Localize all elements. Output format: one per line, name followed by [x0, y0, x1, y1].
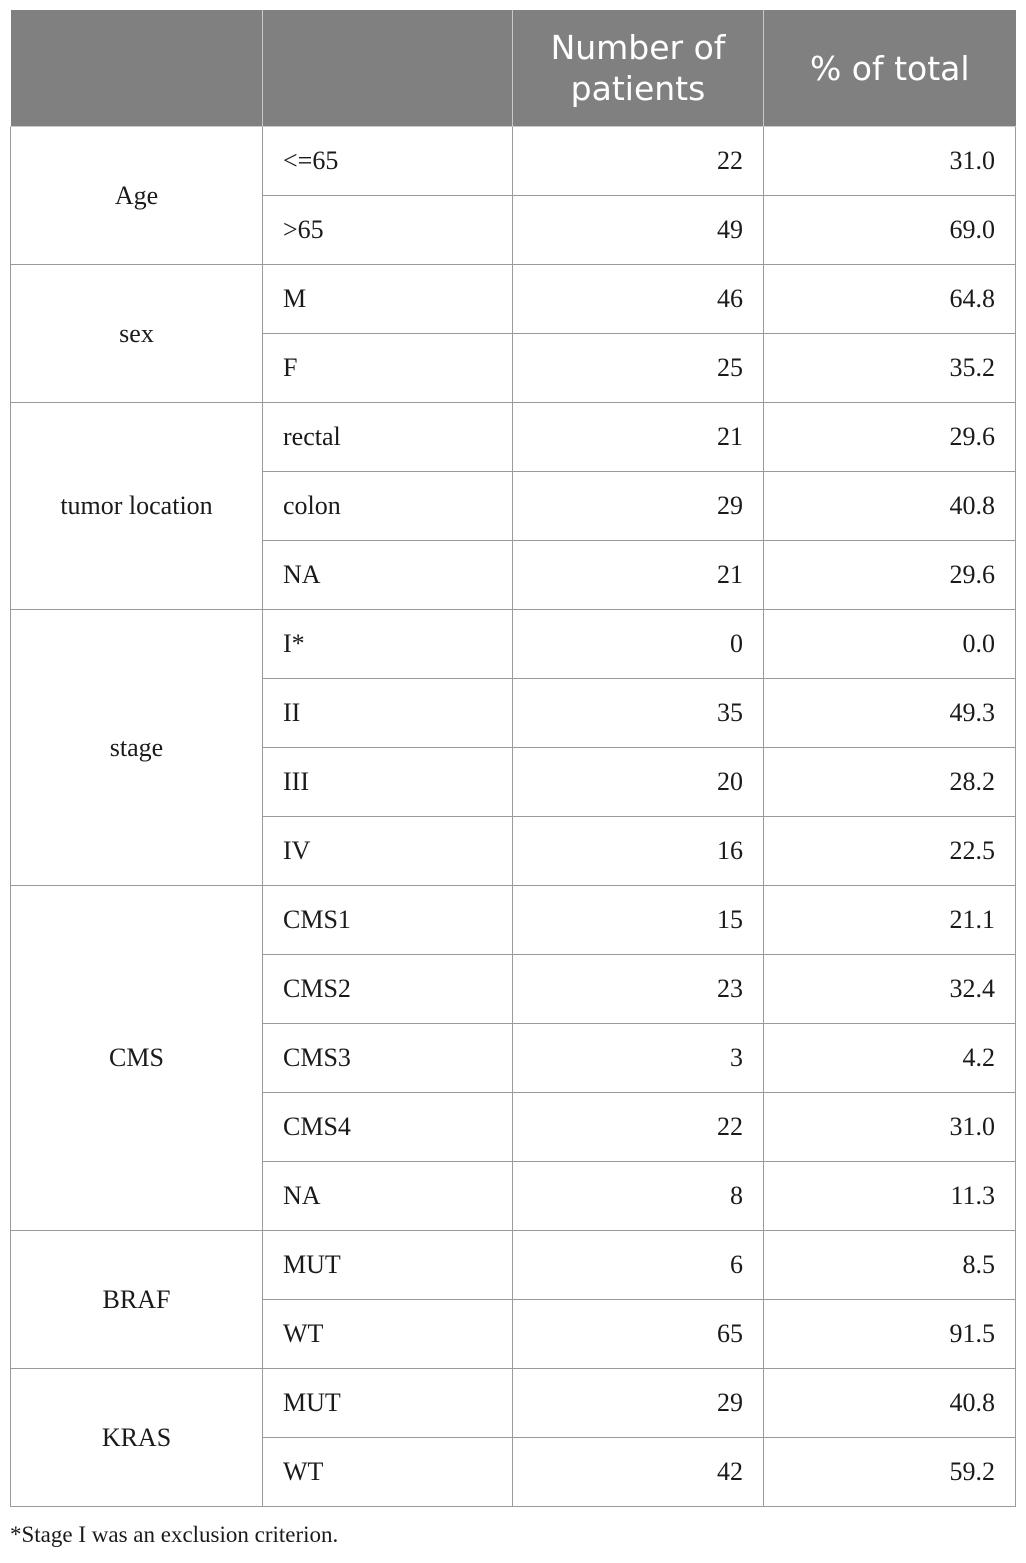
percent-cell: 59.2 [764, 1438, 1016, 1507]
percent-cell: 8.5 [764, 1231, 1016, 1300]
patient-count-cell: 49 [513, 196, 764, 265]
percent-cell: 69.0 [764, 196, 1016, 265]
table-row [11, 886, 1016, 955]
patient-count-cell: 42 [513, 1438, 764, 1507]
patient-count-cell: 8 [513, 1162, 764, 1231]
percent-cell: 4.2 [764, 1024, 1016, 1093]
patient-count-cell: 3 [513, 1024, 764, 1093]
percent-cell: 40.8 [764, 1369, 1016, 1438]
table-row [11, 127, 1016, 196]
category-cell: NA [263, 1162, 513, 1231]
group-label-cell: Age [11, 127, 263, 265]
patient-count-cell: 21 [513, 403, 764, 472]
percent-cell: 21.1 [764, 886, 1016, 955]
category-cell: CMS1 [263, 886, 513, 955]
category-cell: CMS3 [263, 1024, 513, 1093]
patient-count-cell: 6 [513, 1231, 764, 1300]
category-cell: IV [263, 817, 513, 886]
group-label-cell: sex [11, 265, 263, 403]
patient-count-cell: 20 [513, 748, 764, 817]
category-cell: F [263, 334, 513, 403]
category-cell: NA [263, 541, 513, 610]
header-number-of-patients-text: Number of patients [550, 28, 726, 108]
header-number-of-patients [513, 10, 764, 127]
category-cell: CMS2 [263, 955, 513, 1024]
category-cell: colon [263, 472, 513, 541]
category-cell: <=65 [263, 127, 513, 196]
header-row [11, 10, 1016, 127]
category-cell: M [263, 265, 513, 334]
percent-cell: 31.0 [764, 1093, 1016, 1162]
patient-count-cell: 22 [513, 127, 764, 196]
group-label-cell: CMS [11, 886, 263, 1231]
category-cell: III [263, 748, 513, 817]
patient-count-cell: 16 [513, 817, 764, 886]
patient-count-cell: 15 [513, 886, 764, 955]
patient-count-cell: 29 [513, 1369, 764, 1438]
category-cell: I* [263, 610, 513, 679]
group-label-cell: stage [11, 610, 263, 886]
patient-count-cell: 65 [513, 1300, 764, 1369]
table-body [11, 127, 1016, 1507]
patient-count-cell: 0 [513, 610, 764, 679]
percent-cell: 31.0 [764, 127, 1016, 196]
patient-count-cell: 35 [513, 679, 764, 748]
percent-cell: 22.5 [764, 817, 1016, 886]
category-cell: MUT [263, 1231, 513, 1300]
header-group-column [11, 10, 263, 127]
table-row [11, 1369, 1016, 1438]
header-percent-of-total: % of total [764, 10, 1016, 127]
percent-cell: 29.6 [764, 403, 1016, 472]
percent-cell: 35.2 [764, 334, 1016, 403]
patient-count-cell: 46 [513, 265, 764, 334]
group-label-cell: KRAS [11, 1369, 263, 1507]
footnote: *Stage I was an exclusion criterion. [10, 1522, 339, 1547]
category-cell: rectal [263, 403, 513, 472]
percent-cell: 91.5 [764, 1300, 1016, 1369]
category-cell: WT [263, 1438, 513, 1507]
group-label-cell: tumor location [11, 403, 263, 610]
category-cell: >65 [263, 196, 513, 265]
patient-count-cell: 29 [513, 472, 764, 541]
category-cell: MUT [263, 1369, 513, 1438]
percent-cell: 40.8 [764, 472, 1016, 541]
percent-cell: 11.3 [764, 1162, 1016, 1231]
patient-characteristics-table [10, 10, 1016, 1507]
percent-cell: 49.3 [764, 679, 1016, 748]
table-row [11, 403, 1016, 472]
table-row [11, 1231, 1016, 1300]
percent-cell: 64.8 [764, 265, 1016, 334]
category-cell: CMS4 [263, 1093, 513, 1162]
category-cell: WT [263, 1300, 513, 1369]
category-cell: II [263, 679, 513, 748]
table-row [11, 265, 1016, 334]
percent-cell: 32.4 [764, 955, 1016, 1024]
percent-cell: 0.0 [764, 610, 1016, 679]
patient-count-cell: 22 [513, 1093, 764, 1162]
patient-count-cell: 25 [513, 334, 764, 403]
group-label-cell: BRAF [11, 1231, 263, 1369]
percent-cell: 29.6 [764, 541, 1016, 610]
patient-count-cell: 23 [513, 955, 764, 1024]
percent-cell: 28.2 [764, 748, 1016, 817]
patient-count-cell: 21 [513, 541, 764, 610]
table-row [11, 610, 1016, 679]
header-category-column [263, 10, 513, 127]
